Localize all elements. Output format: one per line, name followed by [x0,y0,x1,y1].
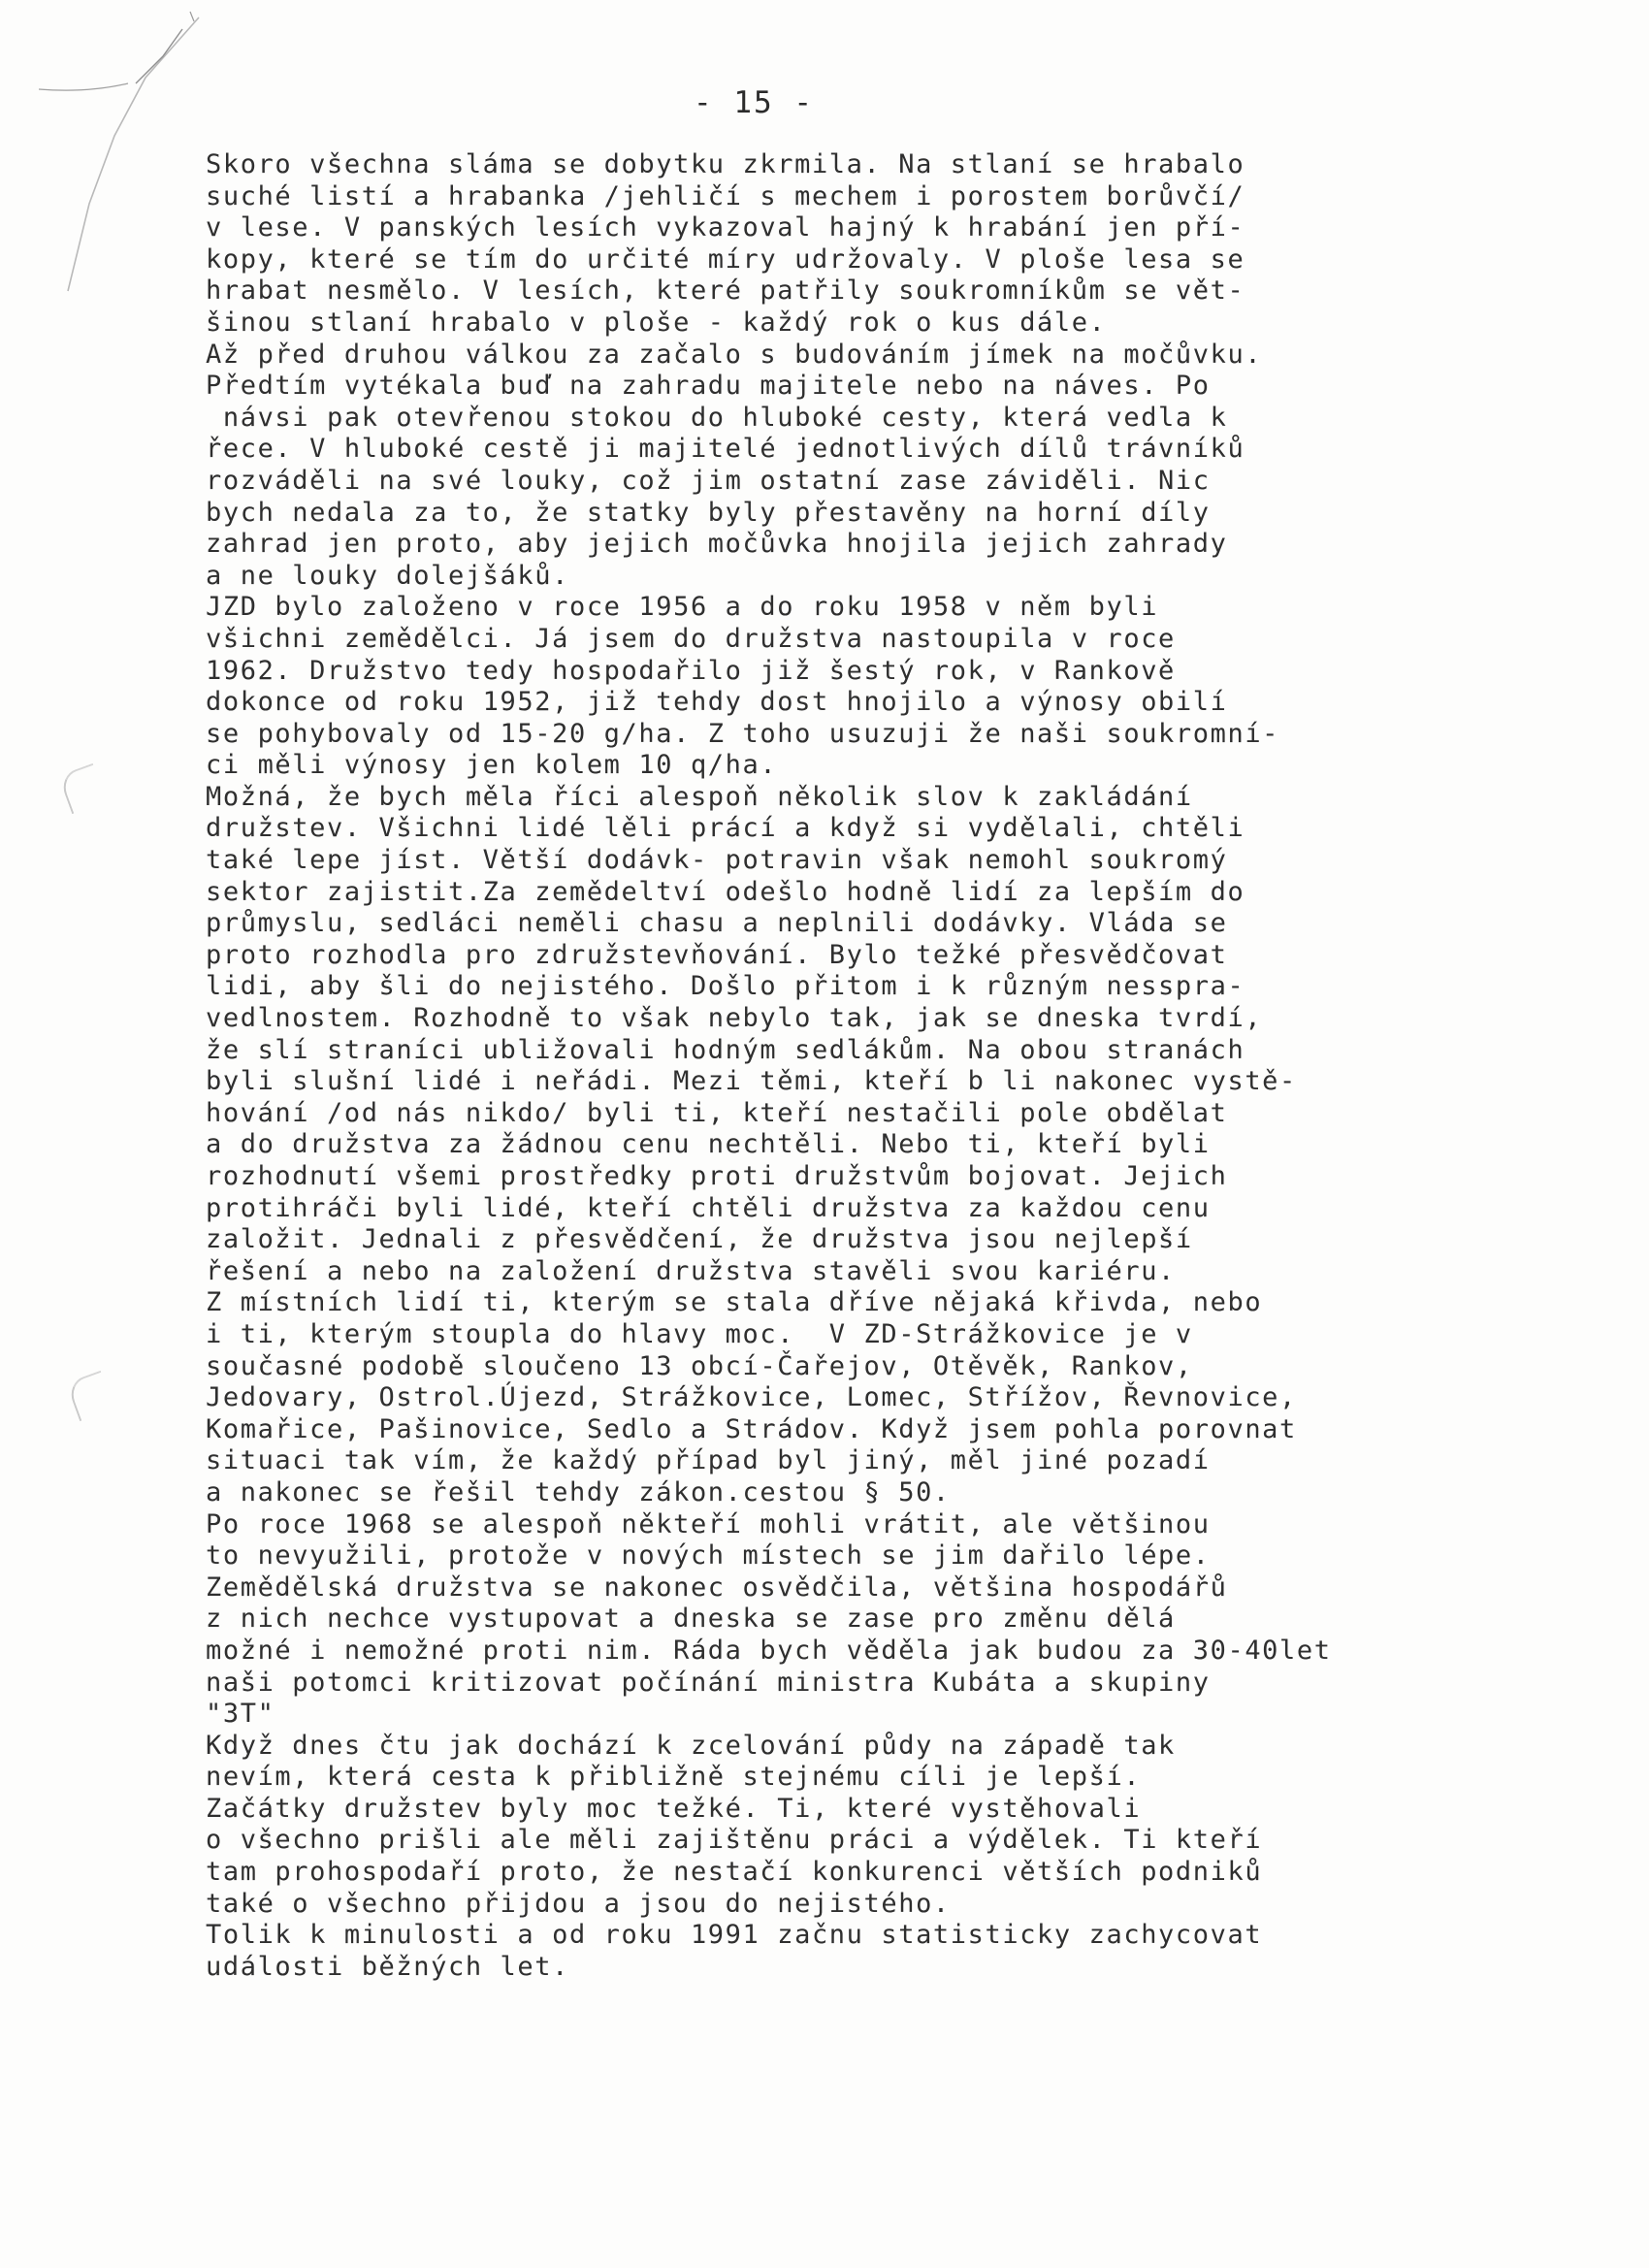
text-line: řece. V hluboké cestě ji majitelé jednotlivých dílů trávníků [206,434,1245,465]
text-line: šinou stlaní hrabalo v ploše - každý rok o kus dále. [206,307,1107,338]
punch-hole-mark [58,763,107,814]
text-line: ci měli výnosy jen kolem 10 q/ha. [206,750,778,781]
text-line: byli slušní lidé i neřádi. Mezi těmi, kteří b li nakonec vystě- [206,1066,1297,1097]
text-line: o všechno prišli ale měli zajištěnu práci a výdělek. Ti kteří [206,1825,1263,1856]
text-line: Tolik k minulosti a od roku 1991 začnu statisticky zachycovat [206,1920,1263,1951]
text-line: z nich nechce vystupovat a dneska se zase pro změnu dělá [206,1604,1176,1635]
text-line: a do družstva za žádnou cenu nechtěli. Nebo ti, kteří byli [206,1129,1211,1160]
text-line: průmyslu, sedláci neměli chasu a neplnili dodávky. Vláda se [206,908,1228,939]
text-line: všichni zemědělci. Já jsem do družstva nastoupila v roce [206,623,1176,654]
text-line: Po roce 1968 se alespoň někteří mohli vrátit, ale většinou [206,1508,1211,1539]
text-line: založit. Jednali z přesvědčení, že družstva jsou nejlepší [206,1224,1193,1255]
text-line: Předtím vytékala buď na zahradu majitele nebo na náves. Po [206,371,1211,402]
text-line: Z místních lidí ti, kterým se stala dříve nějaká křivda, nebo [206,1287,1263,1318]
text-line: současné podobě sloučeno 13 obcí-Čařejov, Otěvěk, Rankov, [206,1350,1193,1381]
text-line: suché listí a hrabanka /jehličí s mechem i porostem borůvčí/ [206,180,1245,211]
text-line: situaci tak vím, že každý případ byl jiný, měl jiné pozadí [206,1445,1211,1476]
text-line: naši potomci kritizovat počínání ministra Kubáta a skupiny [206,1667,1211,1698]
text-line: rozváděli na své louky, což jim ostatní zase záviděli. Nic [206,465,1211,496]
text-line: Komařice, Pašinovice, Sedlo a Strádov. Když jsem pohla porovnat [206,1413,1297,1444]
text-line: rozhodnutí všemi prostředky proti družstvům bojovat. Jejich [206,1161,1228,1191]
text-line: a nakonec se řešil tehdy zákon.cestou § 50. [206,1476,951,1507]
text-line: v lese. V panských lesích vykazoval hajný k hrabání jen pří- [206,212,1245,243]
text-line: lidi, aby šli do nejistého. Došlo přitom i k různým nesspra- [206,971,1245,1002]
text-line: Když dnes čtu jak dochází k zcelování půdy na západě tak [206,1730,1176,1761]
text-line: Možná, že bych měla říci alespoň několik slov k zakládání [206,781,1193,812]
text-line: JZD bylo založeno v roce 1956 a do roku 1958 v něm byli [206,592,1159,623]
text-line: protihráči byli lidé, kteří chtěli družstva za každou cenu [206,1192,1211,1223]
text-line: Až před druhou válkou za začalo s budováním jímek na močůvku. [206,339,1263,370]
text-line: vedlnostem. Rozhodně to však nebylo tak, jak se dneska tvrdí, [206,1003,1263,1034]
text-line: také o všechno přijdou a jsou do nejistého. [206,1888,951,1919]
text-line: že slí straníci ubližovali hodným sedlákům. Na obou stranách [206,1034,1245,1065]
text-line: družstev. Všichni lidé lěli prácí a když si vydělali, chtěli [206,813,1245,844]
text-line: také lepe jíst. Větší dodávk- potravin však nemohl soukromý [206,845,1228,876]
text-line: dokonce od roku 1952, již tehdy dost hnojilo a výnosy obilí [206,687,1228,718]
text-line: kopy, které se tím do určité míry udržovaly. V ploše lesa se [206,243,1245,275]
text-line: možné i nemožné proti nim. Ráda bych věděla jak budou za 30-40let [206,1635,1332,1666]
text-line: Začátky družstev byly moc težké. Ti, které vystěhovali [206,1793,1142,1824]
text-line: to nevyužili, protože v nových místech se jim dařilo lépe. [206,1540,1211,1571]
text-line: a ne louky dolejšáků. [206,560,569,591]
text-line: i ti, kterým stoupla do hlavy moc. V ZD-Strážkovice je v [206,1318,1193,1349]
text-line: sektor zajistit.Za zemědeltví odešlo hodně lidí za lepším do [206,876,1245,907]
text-line: tam prohospodaří proto, že nestačí konkurenci větších podniků [206,1857,1263,1888]
text-line: 1962. Družstvo tedy hospodařilo již šestý rok, v Rankově [206,655,1176,686]
text-line: hrabat nesmělo. V lesích, které patřily soukromníkům se vět- [206,275,1245,307]
text-line: "3T" [206,1699,275,1730]
text-line: proto rozhodla pro združstevňování. Bylo težké přesvědčovat [206,939,1228,970]
text-line: události běžných let. [206,1951,569,1982]
punch-hole-mark [66,1371,114,1421]
text-line: hování /od nás nikdo/ byli ti, kteří nestačili pole obdělat [206,1097,1228,1128]
typewritten-text [206,149,1467,1983]
text-line: zahrad jen proto, aby jejich močůvka hnojila jejich zahrady [206,529,1228,560]
text-line: Jedovary, Ostrol.Újezd, Strážkovice, Lomec, Střížov, Řevnovice, [206,1382,1297,1413]
text-line: nevím, která cesta k přibližně stejnému cíli je lepší. [206,1762,1142,1793]
text-line: bych nedala za to, že statky byly přestavěny na horní díly [206,497,1211,528]
text-line: řešení a nebo na založení družstva stavěli svou kariéru. [206,1255,1176,1286]
text-line: se pohybovaly od 15-20 g/ha. Z toho usuzuji že naši soukromní- [206,718,1280,749]
text-line: Zemědělská družstva se nakonec osvědčila, většina hospodářů [206,1571,1228,1603]
page-number: - 15 - [694,85,814,120]
text-line: návsi pak otevřenou stokou do hluboké cesty, která vedla k [206,402,1228,433]
text-line: Skoro všechna sláma se dobytku zkrmila. Na stlaní se hrabalo [206,149,1245,179]
